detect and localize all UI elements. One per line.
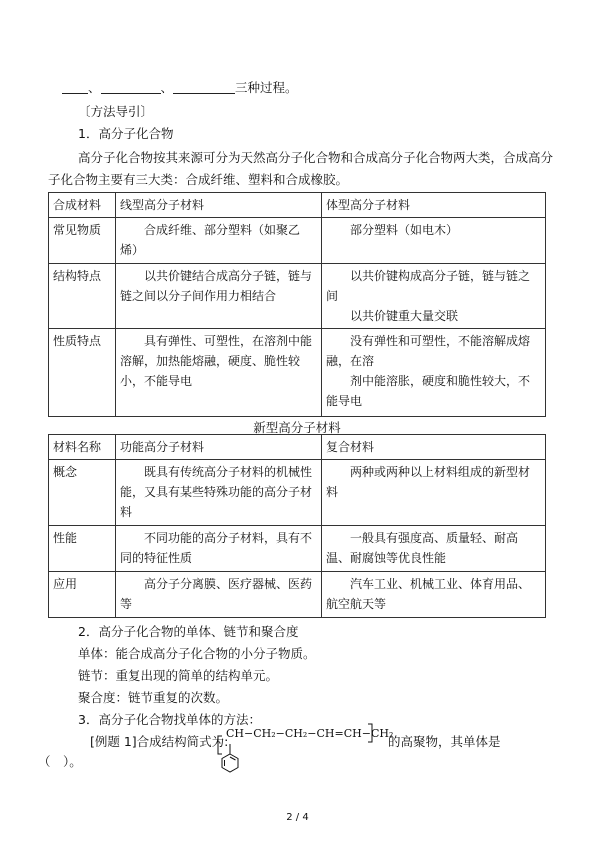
table-row	[49, 460, 546, 526]
table-cell: 一般具有强度高、质量轻、耐高温、耐腐蚀等优良性能	[322, 526, 546, 572]
table-header-cell: 合成材料	[49, 193, 116, 218]
table-header-cell: 体型高分子材料	[322, 193, 546, 218]
table-header-cell: 线型高分子材料	[116, 193, 322, 218]
table-cell: 性质特点	[49, 329, 116, 417]
section-3-title: 3．高分子化合物找单体的方法：	[78, 712, 261, 727]
table-row	[49, 526, 546, 572]
method-guide-heading: 〔方法导引〕	[78, 104, 154, 119]
cell-line: 以共价键重大量交联	[350, 309, 459, 323]
answer-blank	[101, 81, 161, 94]
answer-blank	[173, 81, 235, 94]
table-cell: 两种或两种以上材料组成的新型材料	[322, 460, 546, 526]
table-cell: 合成纤维、部分塑料（如聚乙烯）	[116, 218, 322, 264]
synthetic-materials-table	[48, 192, 546, 417]
table-row	[49, 572, 546, 618]
left-bracket-icon	[218, 736, 222, 754]
cell-line: 剂中能溶胀，硬度和脆性较大，不能导电	[326, 374, 531, 408]
section-1-paragraph-line: 子化合物主要有三大类：合成纤维、塑料和合成橡胶。	[48, 172, 349, 187]
ring-inner-bond	[230, 757, 236, 760]
table-cell: 部分塑料（如电木）	[322, 218, 546, 264]
table-header-cell: 复合材料	[322, 435, 546, 460]
table-cell: 既具有传统高分子材料的机械性能，又具有某些特殊功能的高分子材料	[116, 460, 322, 526]
table-2-caption: 新型高分子材料	[253, 420, 341, 435]
example-1-suffix: 的高聚物，其单体是	[388, 734, 501, 749]
table-row	[49, 264, 546, 329]
table-cell: 概念	[49, 460, 116, 526]
cell-line: 以共价键构成高分子链，链与链之间	[326, 269, 531, 303]
table-row	[49, 329, 546, 417]
table-cell: 性能	[49, 526, 116, 572]
table-cell: 具有弹性、可塑性，在溶剂中能溶解，加热能熔融，硬度、脆性较小，不能导电	[116, 329, 322, 417]
page-number: 2 / 4	[286, 812, 309, 823]
monomer-definition: 单体：能合成高分子化合物的小分子物质。	[78, 646, 316, 661]
example-1-prefix: [例题 1]合成结构简式为:	[90, 734, 229, 749]
table-cell: 常见物质	[49, 218, 116, 264]
answer-parentheses: （ ）。	[38, 754, 82, 769]
table-header-cell: 功能高分子材料	[116, 435, 322, 460]
section-1-paragraph-line: 高分子化合物按其来源可分为天然高分子化合物和合成高分子化合物两大类，合成高分	[78, 150, 554, 165]
table-cell: 以共价键结合成高分子链，链与链之间以分子间作用力相结合	[116, 264, 322, 329]
table-header-row	[49, 193, 546, 218]
separator: 、	[160, 80, 174, 95]
table-cell	[322, 264, 546, 329]
answer-blank	[62, 81, 88, 94]
fill-blank-line	[62, 80, 298, 96]
table-cell: 汽车工业、机械工业、体育用品、航空航天等	[322, 572, 546, 618]
table-cell: 不同功能的高分子材料，具有不同的特征性质	[116, 526, 322, 572]
table-row	[49, 218, 546, 264]
table-cell	[322, 329, 546, 417]
table-cell: 应用	[49, 572, 116, 618]
section-2-title: 2．高分子化合物的单体、链节和聚合度	[78, 624, 299, 639]
cell-line: 没有弹性和可塑性，不能溶解成熔融，在溶	[326, 334, 531, 368]
chain-link-definition: 链节：重复出现的简单的结构单元。	[78, 668, 279, 683]
new-materials-table	[48, 434, 546, 618]
separator: 、	[88, 80, 101, 95]
structural-formula-text: CH−CH₂−CH₂−CH=CH−CH₂	[226, 727, 394, 740]
fill-blank-tail: 三种过程。	[235, 80, 298, 95]
section-1-title: 1．高分子化合物	[78, 126, 174, 141]
table-header-cell: 材料名称	[49, 435, 116, 460]
degree-definition: 聚合度：链节重复的次数。	[78, 690, 229, 705]
table-header-row	[49, 435, 546, 460]
table-cell: 结构特点	[49, 264, 116, 329]
table-cell: 高分子分离膜、医疗器械、医药等	[116, 572, 322, 618]
